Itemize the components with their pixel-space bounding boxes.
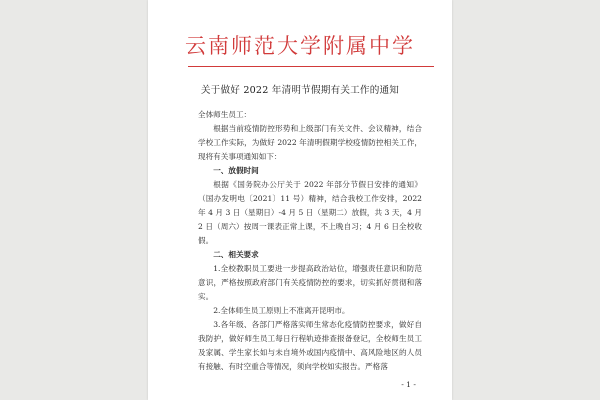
school-masthead: 云南师范大学附属中学 <box>185 34 415 58</box>
requirement-item: 2.全体师生员工原则上不准离开昆明市。 <box>213 306 350 315</box>
document-page <box>148 0 452 400</box>
requirement-item: 3.各年级、各部门严格落实师生常态化疫情防控要求，做好自我防护，做好师生员工每日行程轨迹排查报备登记，全校师生员工及家属、学生家长如与未自境外或国内疫情中、高风险地区的人员有接触、有时空重合等情况，须向学校如实报告。严格落 <box>198 320 422 371</box>
holiday-paragraph: 根据《国务院办公厅关于 2022 年部分节假日安排的通知》（国办发明电〔2021〕11 号）精神，结合我校工作安排，2022 年 4 月 3 日（星期日）-4 月 5 日（星期二）放假，共 3 天，4 月 2 日（周六）按周一课表正常上课，不上晚自习；4 月 6 日全校收假。 <box>198 180 422 245</box>
section-heading-holiday: 一、放假时间 <box>213 166 259 175</box>
masthead-red-rule <box>188 66 434 67</box>
notice-title: 关于做好 2022 年清明节假期有关工作的通知 <box>200 85 400 96</box>
requirement-item: 1.全校教职员工要进一步提高政治站位，增强责任意识和防范意识，严格按照政府部门有关疫情防控的要求，切实抓好贯彻和落实。 <box>198 264 422 301</box>
intro-paragraph: 根据当前疫情防控形势和上级部门有关文件、会议精神，结合学校工作实际，为做好 2022 年清明假期学校疫情防控相关工作，现将有关事项通知如下： <box>198 124 422 161</box>
salutation: 全体师生员工： <box>198 110 252 119</box>
notice-body <box>198 108 422 374</box>
section-heading-requirements: 二、相关要求 <box>213 250 259 259</box>
page-number: - 1 - <box>401 380 416 389</box>
